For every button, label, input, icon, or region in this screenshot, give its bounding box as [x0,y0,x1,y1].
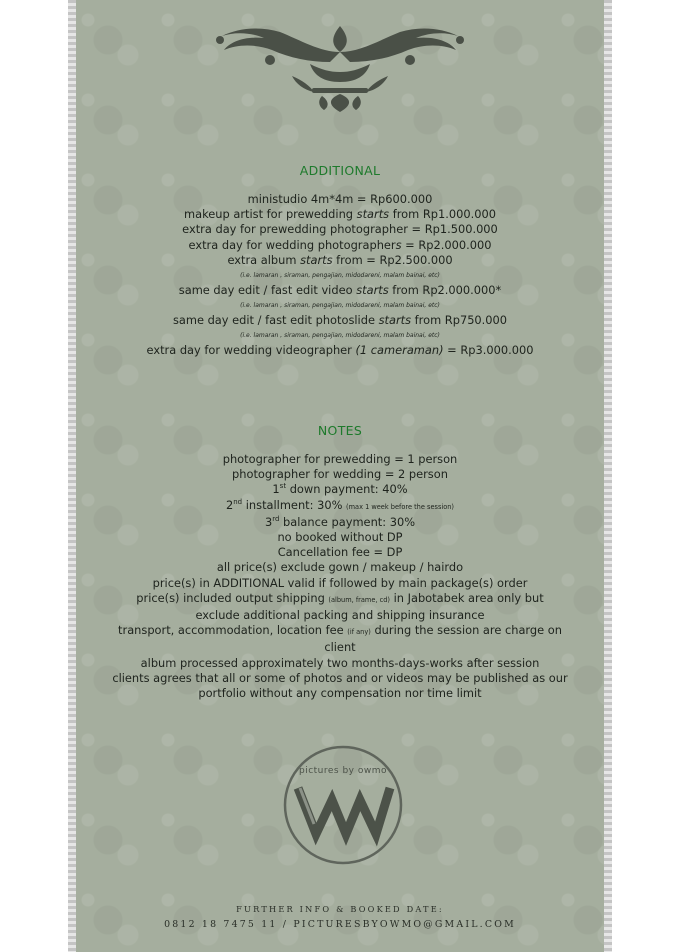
additional-line: makeup artist for prewedding starts from Rp1.000.000 [184,207,496,222]
event-examples-note: (i.e. lamaran , siraman, pengajian, midodareni, malam bainai, etc) [240,332,440,340]
additional-line: extra day for prewedding photographer = Rp1.500.000 [182,222,498,237]
notes-line: 1st down payment: 40% [272,482,408,497]
notes-line: no booked without DP [277,530,403,545]
notes-section [80,423,600,701]
additional-line: extra album starts from = Rp2.500.000 [227,252,453,267]
notes-line: price(s) included output shipping (album, frame, cd) in Jabotabek area only but [136,590,544,605]
notes-line: Cancellation fee = DP [277,545,403,560]
right-border [604,0,612,952]
additional-line: extra day for wedding videographer (1 cameraman) = Rp3.000.000 [146,343,534,358]
notes-line: portfolio without any compensation nor time limit [198,686,482,701]
notes-line: price(s) in ADDITIONAL valid if followed by main package(s) order [152,575,528,590]
notes-line: client [324,640,356,655]
additional-line: extra day for wedding photographers = Rp2.000.000 [188,237,492,252]
footer-info-label: FURTHER INFO & BOOKED DATE: [236,904,444,914]
notes-line: album processed approximately two months-days-works after session [140,655,540,670]
additional-line: same day edit / fast edit photoslide starts from Rp750.000 [172,313,508,328]
notes-line: transport, accommodation, location fee (if any) during the session are charge on [118,623,562,638]
additional-line: same day edit / fast edit video starts from Rp2.000.000* [178,283,502,298]
notes-line: exclude additional packing and shipping insurance [195,608,485,623]
additional-heading: ADDITIONAL [299,163,381,178]
logo-arc-text: pictures by owmo [298,766,388,776]
notes-line: all price(s) exclude gown / makeup / hairdo [216,560,464,575]
footer-contact: 0812 18 7475 11 / PICTURESBYOWMO@GMAIL.COM [164,919,516,930]
event-examples-note: (i.e. lamaran , siraman, pengajian, midodareni, malam bainai, etc) [240,272,440,280]
event-examples-note: (i.e. lamaran , siraman, pengajian, midodareni, malam bainai, etc) [240,302,440,310]
notes-line: 3rd balance payment: 30% [264,514,416,529]
damask-ornament-icon [210,22,470,112]
left-border [68,0,76,952]
additional-line: ministudio 4m*4m = Rp600.000 [247,192,433,206]
notes-line: photographer for wedding = 2 person [232,467,448,482]
notes-line: 2nd installment: 30% (max 1 week before the session) [225,497,454,512]
notes-line: clients agrees that all or some of photos and or videos may be published as our [112,670,568,685]
owmo-logo-icon [280,742,406,868]
notes-line: photographer for prewedding = 1 person [222,452,458,466]
additional-section [80,163,600,359]
notes-heading: NOTES [317,423,363,438]
